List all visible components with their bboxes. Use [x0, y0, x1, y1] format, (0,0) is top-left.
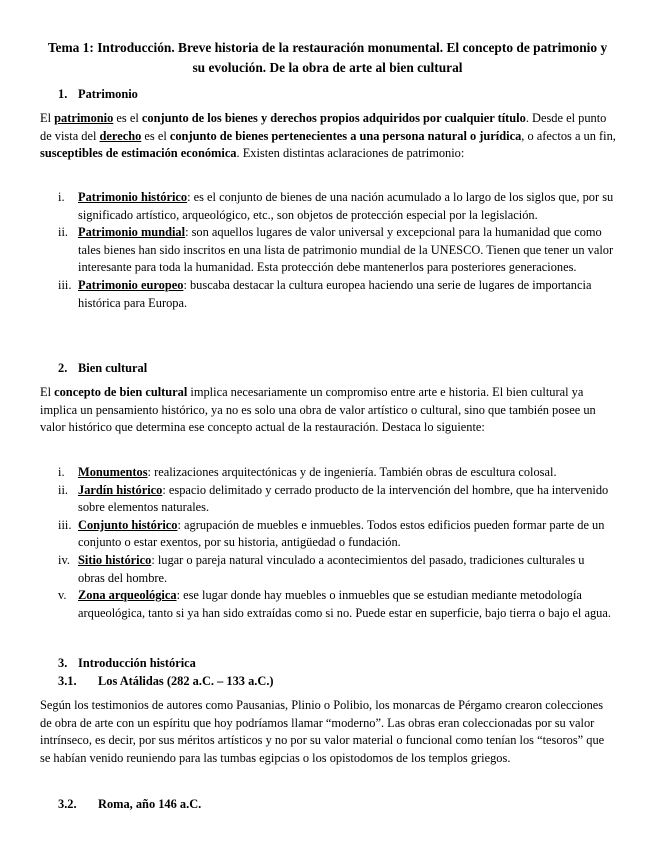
- list-marker: iii.: [58, 517, 72, 532]
- section-heading-patrimonio: [58, 86, 138, 104]
- paragraph-patrimonio: [40, 110, 616, 163]
- text-run: implica necesariamente un compromiso entre arte e historia. El bien cultural ya implica un pensamiento histórico, ya no es solo una obra de valor artístico o cultural, sino que también posee un valor histórico que determina ese concepto actual de la restauración. Destaca lo siguiente:: [40, 385, 596, 435]
- list-text: : buscaba destacar la cultura europea haciendo una serie de lugares de importancia histórica para Europa.: [78, 277, 592, 310]
- text-run: es el: [141, 128, 170, 143]
- subsection-number: 3.2.: [58, 797, 77, 811]
- section-title: Bien cultural: [78, 361, 148, 375]
- list-term: Zona arqueológica: [78, 588, 177, 603]
- list-term: Monumentos: [78, 465, 148, 479]
- list-text: : espacio delimitado y cerrado producto de la intervención del hombre, que ha intervenido sobre elementos naturales.: [78, 482, 609, 515]
- section-number: 2.: [58, 361, 68, 375]
- patrimonio-list: [58, 189, 614, 312]
- subsection-number: 3.1.: [58, 674, 77, 688]
- list-marker: i.: [58, 190, 65, 204]
- list-term: Patrimonio histórico: [78, 190, 188, 204]
- subsection-title: Roma, año 146 a.C.: [98, 797, 202, 811]
- list-marker: i.: [58, 465, 65, 479]
- list-term: Patrimonio europeo: [78, 277, 184, 292]
- list-text: : es el conjunto de bienes de una nación acumulado a lo largo de los siglos que, por su significado artístico, arqueológico, etc., son objetos de protección especial por la legislación.: [78, 190, 614, 222]
- section-title: Patrimonio: [78, 87, 138, 101]
- section-heading-bien-cultural: [58, 360, 147, 378]
- text-run: El: [40, 111, 55, 125]
- bien-cultural-list: [58, 464, 614, 622]
- keyword-patrimonio: patrimonio: [54, 111, 114, 125]
- list-marker: iii.: [58, 277, 72, 292]
- list-marker: ii.: [58, 225, 68, 240]
- list-text: : son aquellos lugares de valor universal y excepcional para la humanidad que como tales bienes han sido inscritos en una lista de patrimonio mundial de la UNESCO. Tienen que tener un valor interesante para toda la humanidad. Esta protección debe mantenerlos para posteriores generaciones.: [78, 225, 614, 275]
- list-term: Conjunto histórico: [78, 517, 178, 532]
- list-term: Jardín histórico: [78, 482, 163, 497]
- page-title: Tema 1: Introducción. Breve historia de la restauración monumental. El concepto de patrimonio y su evolución. De la obra de arte al bien cultural: [47, 40, 608, 75]
- list-item: [58, 587, 614, 622]
- paragraph-bien-cultural: [40, 384, 616, 437]
- text-run: El: [40, 385, 55, 399]
- section-title: Introducción histórica: [78, 656, 196, 670]
- list-item: [58, 482, 614, 517]
- list-text: : lugar o pareja natural vinculado a acontecimientos del pasado, tradiciones culturales u obras del hombre.: [78, 552, 585, 585]
- list-item: [58, 517, 614, 552]
- section-number: 3.: [58, 656, 68, 670]
- list-term: Patrimonio mundial: [78, 225, 186, 240]
- subsection-title: Los Atálidas (282 a.C. – 133 a.C.): [98, 674, 274, 688]
- list-term: Sitio histórico: [78, 552, 152, 567]
- text-run: . Desde el punto de vista del: [40, 111, 607, 143]
- list-text: : realizaciones arquitectónicas y de ingeniería. También obras de escultura colosal.: [147, 465, 557, 479]
- text-run: , o afectos a un fin,: [521, 128, 616, 143]
- list-item: [58, 189, 614, 224]
- bold-phrase: susceptibles de estimación económica: [40, 146, 237, 161]
- list-item: [58, 552, 614, 587]
- text-run: es el: [113, 111, 142, 125]
- list-item: [58, 464, 614, 482]
- section-heading-introduccion-historica: [58, 655, 196, 673]
- bold-phrase: conjunto de los bienes y derechos propios adquiridos por cualquier título: [141, 111, 526, 125]
- list-item: [58, 224, 614, 277]
- list-text: : ese lugar donde hay muebles o inmuebles que se estudian mediante metodología arqueológica, tanto si ya han sido extraídas como si no. Puede estar en superficie, bajo tierra o bajo el agua.: [78, 588, 611, 620]
- bold-phrase: conjunto de bienes pertenecientes a una persona natural o jurídica: [169, 128, 522, 143]
- list-text: : agrupación de muebles e inmuebles. Todos estos edificios pueden formar parte de un conjunto o estar exentos, por su historia, antigüedad o fundación.: [78, 517, 605, 550]
- subsection-heading-atalidas: [58, 673, 274, 691]
- list-marker: v.: [58, 588, 67, 603]
- keyword-derecho: derecho: [99, 128, 142, 143]
- bold-phrase: concepto de bien cultural: [54, 385, 188, 399]
- section-number: 1.: [58, 87, 68, 101]
- subsection-heading-roma: [58, 796, 201, 814]
- paragraph-atalidas: Según los testimonios de autores como Pausanias, Plinio o Polibio, los monarcas de Pérgamo crearon colecciones de obra de arte con un espíritu que hoy podríamos llamar “moderno”. Las obras eran coleccionadas por su valor intrínseco, es decir, por sus méritos artísticos y no por su valor material o funcional como tenían los “tesoros” que se habían venido reuniendo para las tumbas egipcias o los opistodomos de los templos griegos.: [40, 698, 605, 765]
- list-marker: iv.: [58, 552, 70, 567]
- list-marker: ii.: [58, 482, 68, 497]
- text-run: . Existen distintas aclaraciones de patrimonio:: [236, 146, 465, 161]
- list-item: [58, 277, 614, 312]
